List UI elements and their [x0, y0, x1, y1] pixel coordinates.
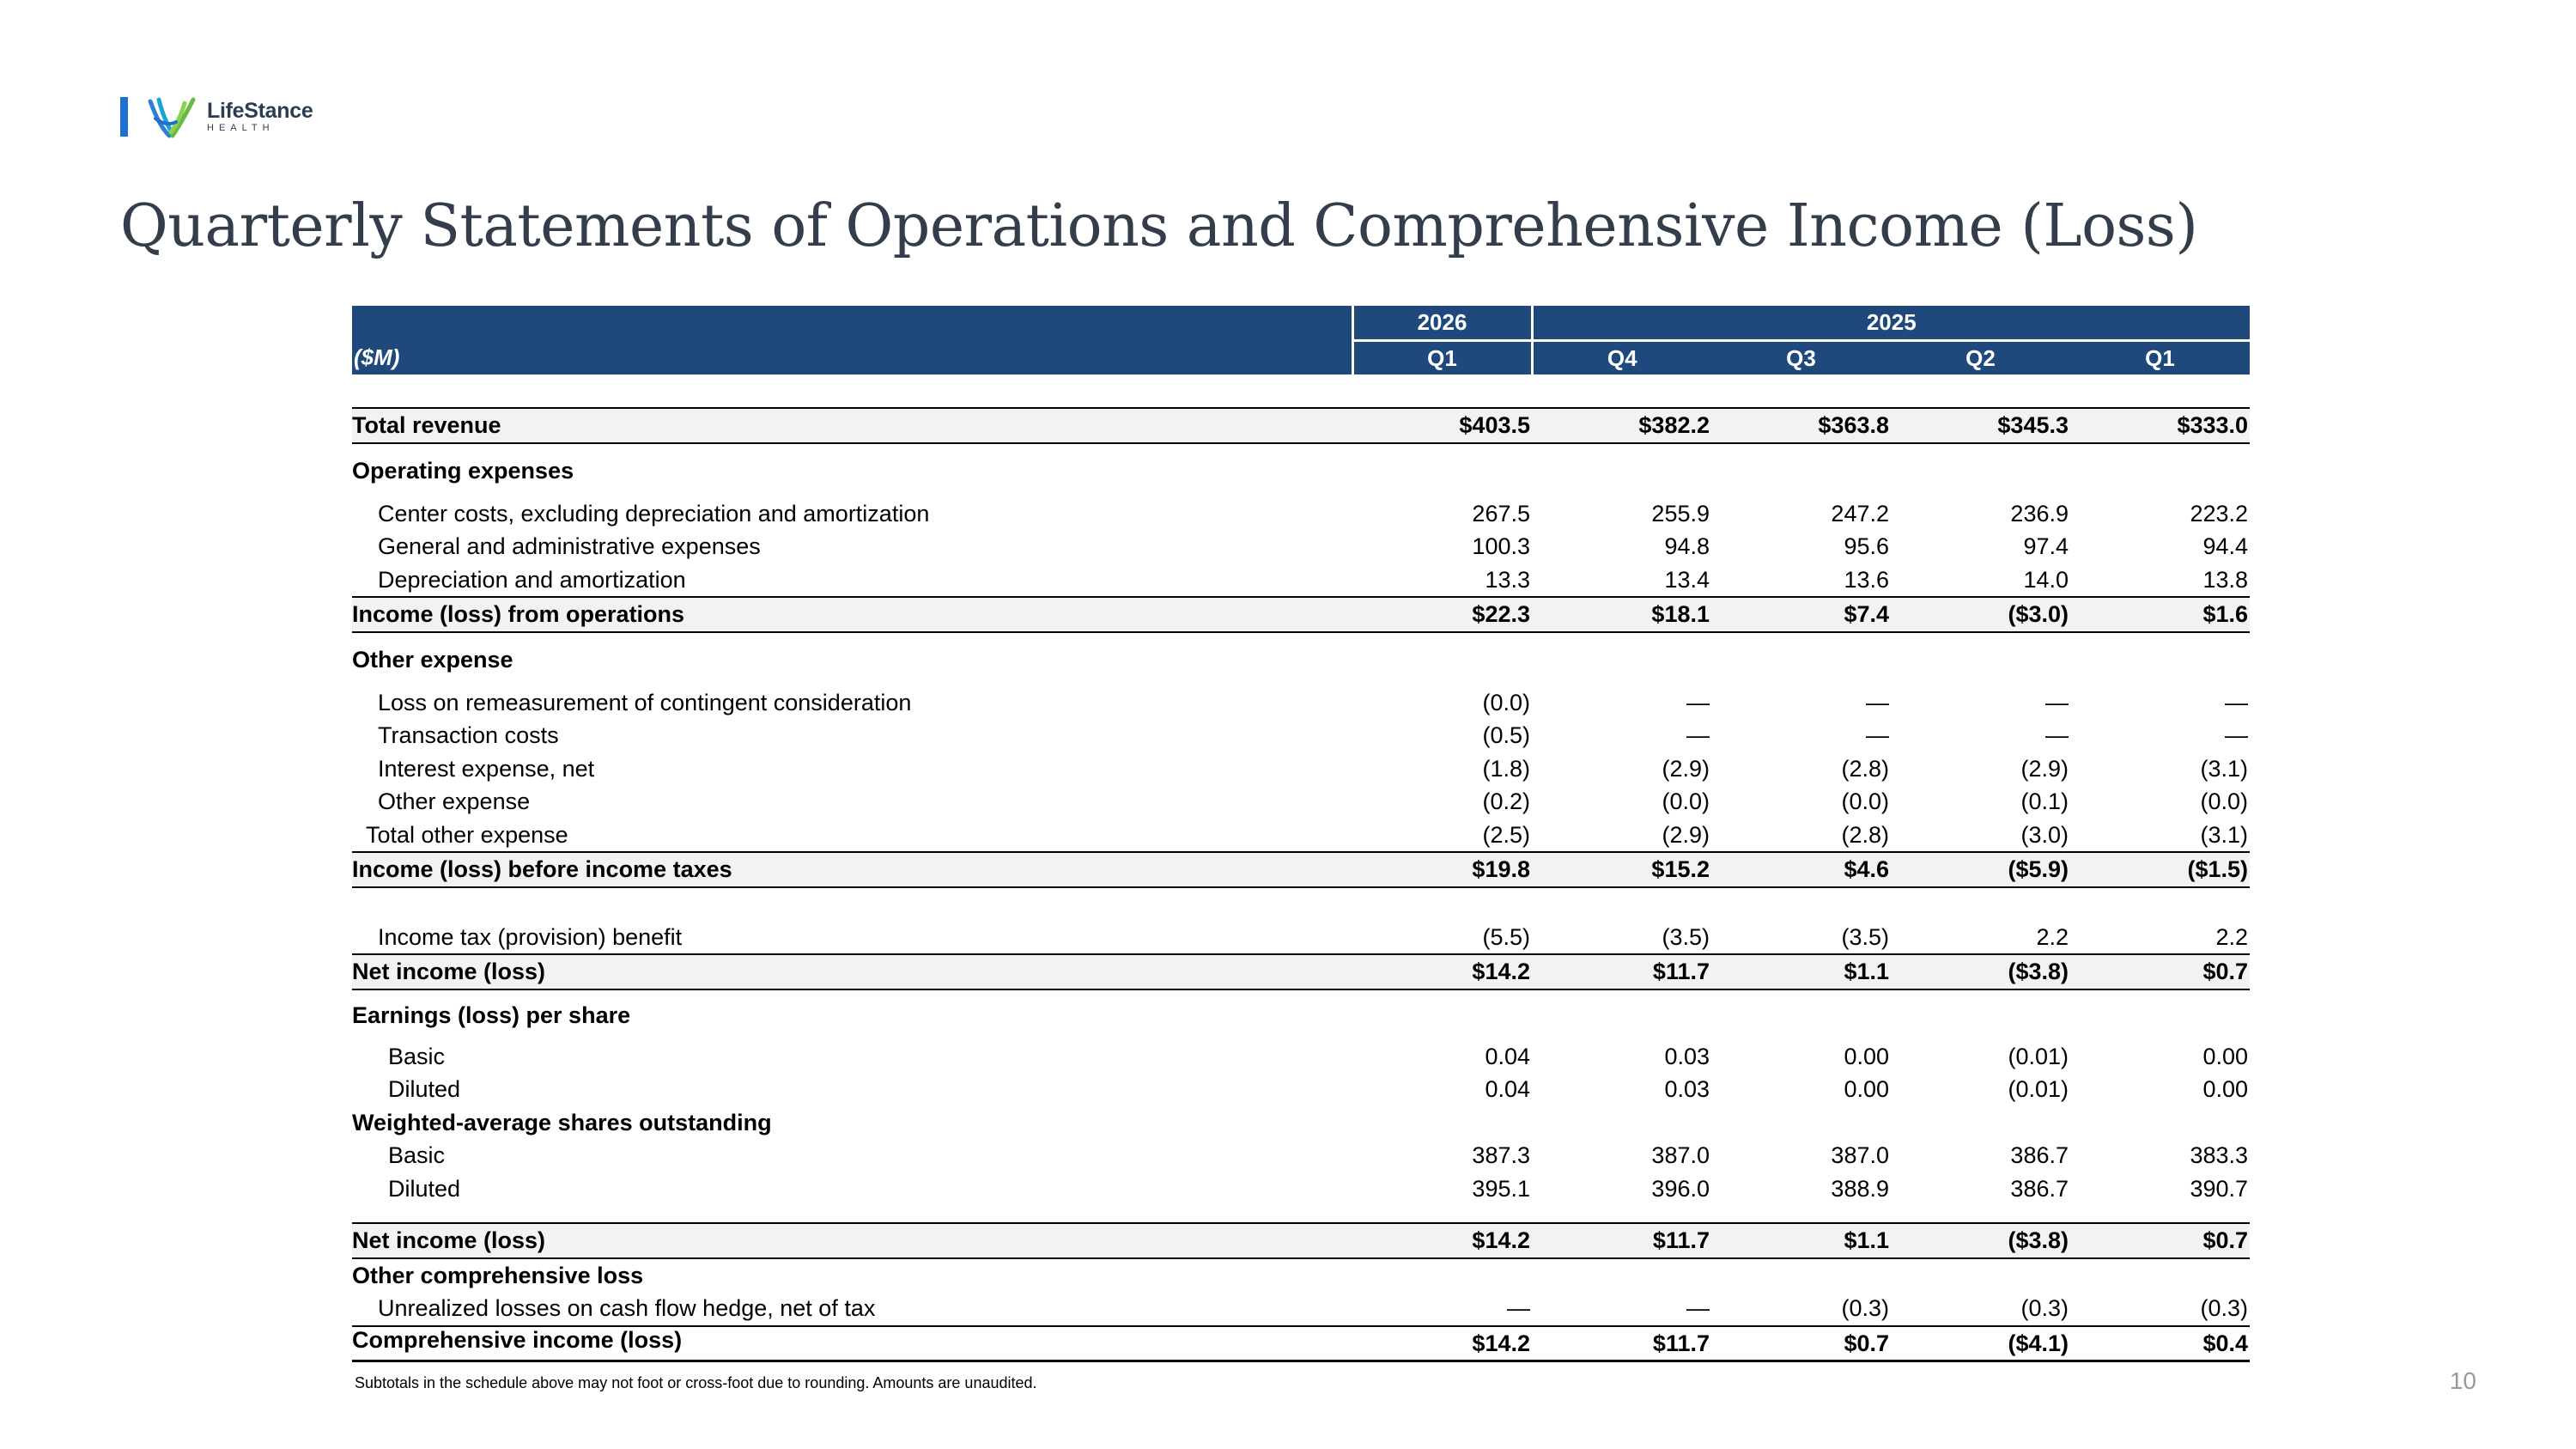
row-value: 255.9	[1651, 500, 1710, 527]
row-value: $4.6	[1711, 852, 1891, 887]
row-value: 13.6	[1844, 566, 1889, 593]
row-value: ($3.8)	[1891, 954, 2070, 989]
logo-wordmark	[207, 100, 313, 134]
row-value: —	[1507, 1295, 1530, 1322]
row-value: 0.04	[1485, 1043, 1530, 1069]
header-quarter: Q3	[1711, 340, 1891, 374]
row-value: (2.9)	[1662, 821, 1710, 848]
row-value: $1.6	[2070, 597, 2250, 632]
table-row-total-other-expense	[352, 819, 2250, 853]
row-value: 387.0	[1651, 1142, 1710, 1169]
table-row	[352, 752, 2250, 786]
page-title: Quarterly Statements of Operations and Comprehensive Income (Loss)	[120, 192, 2198, 260]
section-label: Weighted-average shares outstanding	[352, 1109, 772, 1135]
row-value: $14.2	[1352, 954, 1532, 989]
logo-name: LifeStance	[207, 99, 313, 123]
table-row-income-before-taxes	[352, 852, 2250, 887]
header-year-2025: 2025	[1532, 306, 2250, 340]
table-row-income-from-operations	[352, 597, 2250, 632]
row-label: Depreciation and amortization	[378, 566, 686, 593]
row-value: (3.1)	[2200, 755, 2249, 782]
row-value: $19.8	[1352, 852, 1532, 887]
row-value: 13.3	[1485, 566, 1530, 593]
row-value: —	[2045, 722, 2069, 749]
row-value: (2.8)	[1841, 755, 1889, 782]
row-value: $11.7	[1532, 1223, 1711, 1258]
header-year-2026: 2026	[1352, 306, 1532, 340]
row-value: (3.5)	[1841, 923, 1889, 950]
row-label: Diluted	[388, 1076, 461, 1103]
row-value: —	[2225, 722, 2249, 749]
table-row	[352, 1139, 2250, 1172]
row-value: 383.3	[2190, 1142, 2249, 1169]
row-value: 94.8	[1664, 533, 1710, 560]
row-value: $14.2	[1352, 1223, 1532, 1258]
row-value: —	[1686, 689, 1710, 715]
row-value: 94.4	[2202, 533, 2249, 560]
row-label: Basic	[388, 1142, 446, 1169]
row-value: (2.8)	[1841, 821, 1889, 848]
header-quarter: Q1	[2070, 340, 2250, 374]
row-value: ($3.0)	[1891, 597, 2070, 632]
row-value: 396.0	[1651, 1175, 1710, 1202]
row-value: $11.7	[1532, 1326, 1711, 1361]
row-value: $14.2	[1352, 1326, 1532, 1361]
row-value: 95.6	[1844, 533, 1889, 560]
row-label: Income (loss) before income taxes	[352, 852, 1352, 887]
row-value: 386.7	[2010, 1175, 2069, 1202]
row-label: Unrealized losses on cash flow hedge, net of tax	[378, 1295, 876, 1322]
row-label: Loss on remeasurement of contingent consideration	[378, 689, 912, 715]
table-row-comprehensive-income	[352, 1326, 2250, 1361]
row-value: 0.03	[1664, 1076, 1710, 1103]
row-label: Net income (loss)	[352, 954, 1352, 989]
row-value: —	[2225, 689, 2249, 715]
row-value: 387.0	[1831, 1142, 1889, 1169]
section-weighted-average-shares	[352, 1106, 2250, 1140]
row-value: 0.00	[1844, 1076, 1889, 1103]
header-quarter: Q1	[1352, 340, 1532, 374]
table-row	[352, 530, 2250, 563]
row-value: (0.2)	[1482, 788, 1530, 815]
row-value: ($1.5)	[2070, 852, 2250, 887]
header-blank-cell	[352, 306, 1352, 340]
row-value: (3.1)	[2200, 821, 2249, 848]
table-row-net-income	[352, 954, 2250, 989]
row-value: 236.9	[2010, 500, 2069, 527]
row-value: $403.5	[1352, 408, 1532, 443]
financial-statement-table	[352, 306, 2250, 1362]
section-operating-expenses	[352, 443, 2250, 497]
table-row	[352, 921, 2250, 955]
row-value: $11.7	[1532, 954, 1711, 989]
row-label: Basic	[388, 1043, 446, 1069]
row-label: Interest expense, net	[378, 755, 595, 782]
row-value: (0.01)	[2008, 1043, 2069, 1069]
row-value: 0.04	[1485, 1076, 1530, 1103]
row-value: 390.7	[2190, 1175, 2249, 1202]
row-value: (2.9)	[1662, 755, 1710, 782]
table-row	[352, 497, 2250, 531]
section-label: Earnings (loss) per share	[352, 1002, 631, 1028]
logo-subtitle: HEALTH	[207, 123, 275, 133]
table-row	[352, 1292, 2250, 1326]
row-label: General and administrative expenses	[378, 533, 761, 560]
row-label: Income (loss) from operations	[352, 597, 1352, 632]
row-value: 0.00	[1844, 1043, 1889, 1069]
row-value: 0.03	[1664, 1043, 1710, 1069]
row-label: Transaction costs	[378, 722, 559, 749]
row-value: 388.9	[1831, 1175, 1889, 1202]
row-value: 395.1	[1472, 1175, 1530, 1202]
company-logo	[120, 93, 313, 141]
row-value: $22.3	[1352, 597, 1532, 632]
row-value: —	[1686, 1295, 1710, 1322]
table-row	[352, 1073, 2250, 1106]
row-value: 97.4	[2023, 533, 2069, 560]
row-value: $1.1	[1711, 1223, 1891, 1258]
section-other-expense	[352, 632, 2250, 686]
header-quarter: Q2	[1891, 340, 2070, 374]
row-value: 387.3	[1472, 1142, 1530, 1169]
table-row-total-revenue	[352, 408, 2250, 443]
table-row-net-income-2	[352, 1223, 2250, 1258]
row-value: 223.2	[2190, 500, 2249, 527]
row-value: $382.2	[1532, 408, 1711, 443]
row-value: $0.7	[1711, 1326, 1891, 1361]
footnote: Subtotals in the schedule above may not foot or cross-foot due to rounding. Amounts are unaudited.	[355, 1374, 1037, 1391]
section-label: Other expense	[352, 646, 513, 673]
section-other-comprehensive-loss	[352, 1258, 2250, 1293]
row-label: Total other expense	[366, 821, 568, 848]
row-value: 2.2	[2215, 923, 2249, 950]
row-label: Comprehensive income (loss)	[352, 1326, 1352, 1361]
logo-accent-bar	[120, 97, 128, 137]
row-value: ($5.9)	[1891, 852, 2070, 887]
row-value: 100.3	[1472, 533, 1530, 560]
row-value: (0.01)	[2008, 1076, 2069, 1103]
row-value: (0.0)	[2200, 788, 2249, 815]
row-value: (3.5)	[1662, 923, 1710, 950]
row-value: $363.8	[1711, 408, 1891, 443]
row-value: (0.0)	[1841, 788, 1889, 815]
row-value: (3.0)	[2020, 821, 2069, 848]
table-row	[352, 719, 2250, 752]
row-label: Center costs, excluding depreciation and amortization	[378, 500, 930, 527]
table-row	[352, 1040, 2250, 1074]
row-value: 0.00	[2202, 1076, 2249, 1103]
row-value: 0.00	[2202, 1043, 2249, 1069]
header-unit-label: ($M)	[352, 340, 1352, 374]
section-label: Other comprehensive loss	[352, 1262, 644, 1288]
table-row	[352, 1172, 2250, 1206]
row-label: Net income (loss)	[352, 1223, 1352, 1258]
row-label: Income tax (provision) benefit	[378, 923, 683, 950]
row-value: (2.9)	[2020, 755, 2069, 782]
header-quarter: Q4	[1532, 340, 1711, 374]
row-value: 13.4	[1664, 566, 1710, 593]
row-value: $345.3	[1891, 408, 2070, 443]
row-value: $7.4	[1711, 597, 1891, 632]
row-value: (5.5)	[1482, 923, 1530, 950]
row-value: $15.2	[1532, 852, 1711, 887]
row-value: 267.5	[1472, 500, 1530, 527]
row-value: (0.0)	[1662, 788, 1710, 815]
row-value: (0.0)	[1482, 689, 1530, 715]
row-value: (0.5)	[1482, 722, 1530, 749]
table-row	[352, 785, 2250, 819]
row-value: 2.2	[2036, 923, 2069, 950]
row-value: ($3.8)	[1891, 1223, 2070, 1258]
row-value: —	[1866, 689, 1889, 715]
row-value: (0.1)	[2020, 788, 2069, 815]
row-value: $18.1	[1532, 597, 1711, 632]
row-value: —	[1866, 722, 1889, 749]
table-row	[352, 563, 2250, 598]
section-earnings-per-share	[352, 989, 2250, 1040]
page-number: 10	[2449, 1367, 2476, 1394]
row-value: (0.3)	[2200, 1295, 2249, 1322]
header-row-quarters	[352, 340, 2250, 374]
row-value: —	[2045, 689, 2069, 715]
header-row-years	[352, 306, 2250, 340]
table-row	[352, 686, 2250, 720]
row-value: (1.8)	[1482, 755, 1530, 782]
row-value: $0.7	[2070, 1223, 2250, 1258]
row-value: 386.7	[2010, 1142, 2069, 1169]
lifestance-logo-icon	[147, 93, 197, 141]
row-label: Total revenue	[352, 408, 1352, 443]
row-value: 247.2	[1831, 500, 1889, 527]
row-value: $0.4	[2070, 1326, 2250, 1361]
section-label: Operating expenses	[352, 457, 574, 484]
row-value: ($4.1)	[1891, 1326, 2070, 1361]
row-value: 13.8	[2202, 566, 2249, 593]
row-value: $0.7	[2070, 954, 2250, 989]
row-value: (2.5)	[1482, 821, 1530, 848]
row-value: 14.0	[2023, 566, 2069, 593]
row-value: $333.0	[2070, 408, 2250, 443]
row-value: —	[1686, 722, 1710, 749]
row-value: (0.3)	[2020, 1295, 2069, 1322]
row-label: Diluted	[388, 1175, 461, 1202]
row-value: $1.1	[1711, 954, 1891, 989]
row-value: (0.3)	[1841, 1295, 1889, 1322]
row-label: Other expense	[378, 788, 531, 815]
